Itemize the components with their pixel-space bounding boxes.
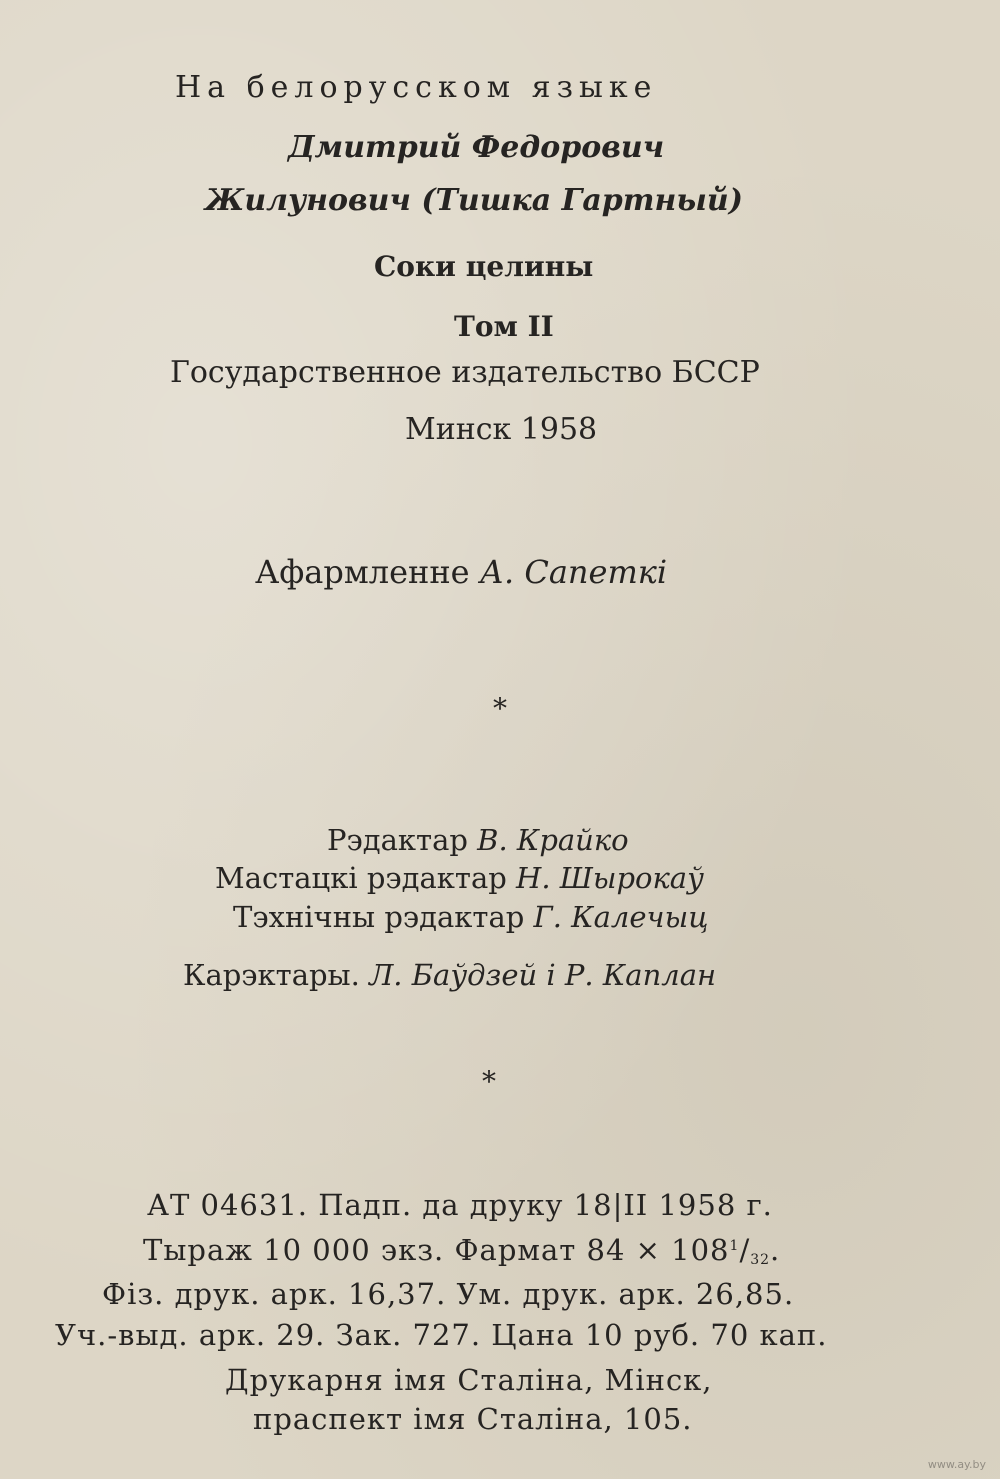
bleed-through-text [560,470,569,500]
city-year: Минск 1958 [405,412,598,447]
imprint-line: праспект імя Сталіна, 105. [253,1402,693,1436]
imprint-line: Уч.-выд. арк. 29. Зак. 727. Цана 10 руб. 70 кап. [55,1318,828,1352]
credit-label: Карэктары. [183,958,360,992]
credit-name: Л. Баўдзей і Р. Каплан [369,958,717,992]
credit-art-editor [215,861,704,895]
credit-editor [327,823,629,857]
site-watermark: www.ay.by [927,1458,986,1471]
language-note: На белорусском языке [175,70,658,105]
credit-label: Тэхнічны рэдактар [233,900,525,934]
credit-label: Рэдактар [327,823,468,857]
book-title: Соки целины [374,250,594,283]
separator-asterisk: * [493,692,507,725]
credit-proofreaders [183,958,716,992]
design-credit-name: А. Сапеткі [479,553,668,591]
credit-name: Н. Шырокаў [516,861,704,895]
credit-name: В. Крайко [477,823,629,857]
imprint-format-numerator: 1 [729,1238,740,1254]
publisher: Государственное издательство БССР [170,355,760,390]
imprint-line: Друкарня імя Сталіна, Мінск, [225,1363,713,1397]
imprint-format-text: Тыраж 10 000 экз. Фармат 84 × 108 [143,1233,730,1267]
imprint-format-denominator: 32 [750,1252,771,1268]
volume-number: Том II [454,310,554,343]
author-name-line2: Жилунович (Тишка Гартный) [205,183,743,218]
imprint-line: Тыраж 10 000 экз. Фармат $84 \times 108^1/_{32}$. [143,1233,781,1268]
author-name-line1: Дмитрий Федорович [288,130,665,165]
credit-name: Г. Калечыц [533,900,709,934]
credit-technical-editor [233,900,708,934]
imprint-line: Фіз. друк. арк. 16,37. Ум. друк. арк. 26,85. [102,1277,795,1311]
imprint-format-suffix: . [770,1233,781,1267]
design-credit-label: Афармленне [255,553,470,591]
credit-label: Мастацкі рэдактар [215,861,507,895]
imprint-line: АТ 04631. Падп. да друку 18|II 1958 г. [147,1188,773,1222]
design-credit [255,553,667,591]
separator-asterisk: * [482,1065,496,1098]
